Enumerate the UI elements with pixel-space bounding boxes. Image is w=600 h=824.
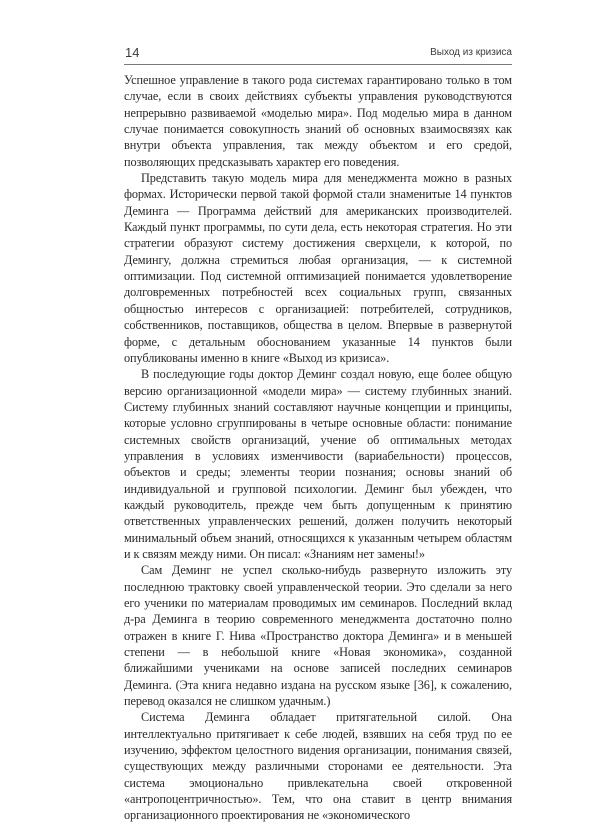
running-head: Выход из кризиса <box>430 47 512 58</box>
paragraph-3: В последующие годы доктор Деминг создал новую, еще более общую версию организационной «модели мира» — систему глубинных знаний. Систему глубинных знаний составляют научные концепции и принципы, которые условно сгруппированы в четыре основные области: понимание системных свойств организаций, учение об оптимальных методах управления в условиях изменчивости (вариабельности) процессов, объектов и среды; элементы теории познания; основы знаний об индивидуальной и групповой психологии. Деминг был убежден, что каждый руководитель, прежде чем быть допущенным к принятию ответственных управленческих решений, должен получить некоторый минимальный объем знаний, относящихся к указанным четырем областям и к связям между ними. Он писал: «Знаниям нет замены!» <box>124 367 512 561</box>
page-number: 14 <box>125 45 140 60</box>
paragraph-4: Сам Деминг не успел сколько-нибудь развернуто изложить эту последнюю трактовку своей управленческой теории. Это сделали за него его ученики по материалам проводимых им семинаров. Последний вклад д-ра Деминга в теорию современного менеджмента достаточно полно отражен в книге Г. Нива «Пространство доктора Деминга» и в меньшей степени — в небольшой книге «Новая экономика», созданной ближайшими учениками на основе записей последних семинаров Деминга. (Эта книга недавно издана на русском языке [36], к сожалению, перевод оказался не слишком удачным.) <box>124 563 512 709</box>
paragraph-2: Представить такую модель мира для менеджмента можно в разных формах. Исторически первой такой формой стали знаменитые 14 пунктов Деминга — Программа действий для американских производителей. Каждый пункт программы, по сути дела, есть некоторая стратегия. Но эти стратегии образуют систему достижения сверхцели, к которой, по Демингу, должна стремиться любая организация, — к системной оптимизации. Под системной оптимизацией понимается удовлетворение долговременных потребностей всех социальных групп, связанных общностью интересов с организацией: потребителей, сотрудников, собственников, поставщиков, общества в целом. Впервые в развернутой форме, с детальным обоснованием указанные 14 пунктов были опубликованы именно в книге «Выход из кризиса». <box>124 171 512 365</box>
paragraph-5: Система Деминга обладает притягательной силой. Она интеллектуально притягивает к себе людей, взявших на себя труд по ее изучению, эффектом целостного видения организации, понимания связей, существующих между различными сторонами ее деятельности. Эта система эмоционально привлекательна своей откровенной «антропоцентричностью». Тем, что она ставит в центр внимания организационного проектирования не «экономического <box>124 710 512 823</box>
body-text <box>124 72 512 824</box>
page-header <box>124 44 512 65</box>
paragraph-1: Успешное управление в такого рода системах гарантировано только в том случае, если в своих действиях субъекты управления руководствуются непрерывно развиваемой «моделью мира». Под моделью мира в данном случае понимается совокупность знаний об основных взаимосвязях как внутри объекта управления, так между объектом и его средой, позволяющих предсказывать характер его поведения. <box>124 73 512 169</box>
